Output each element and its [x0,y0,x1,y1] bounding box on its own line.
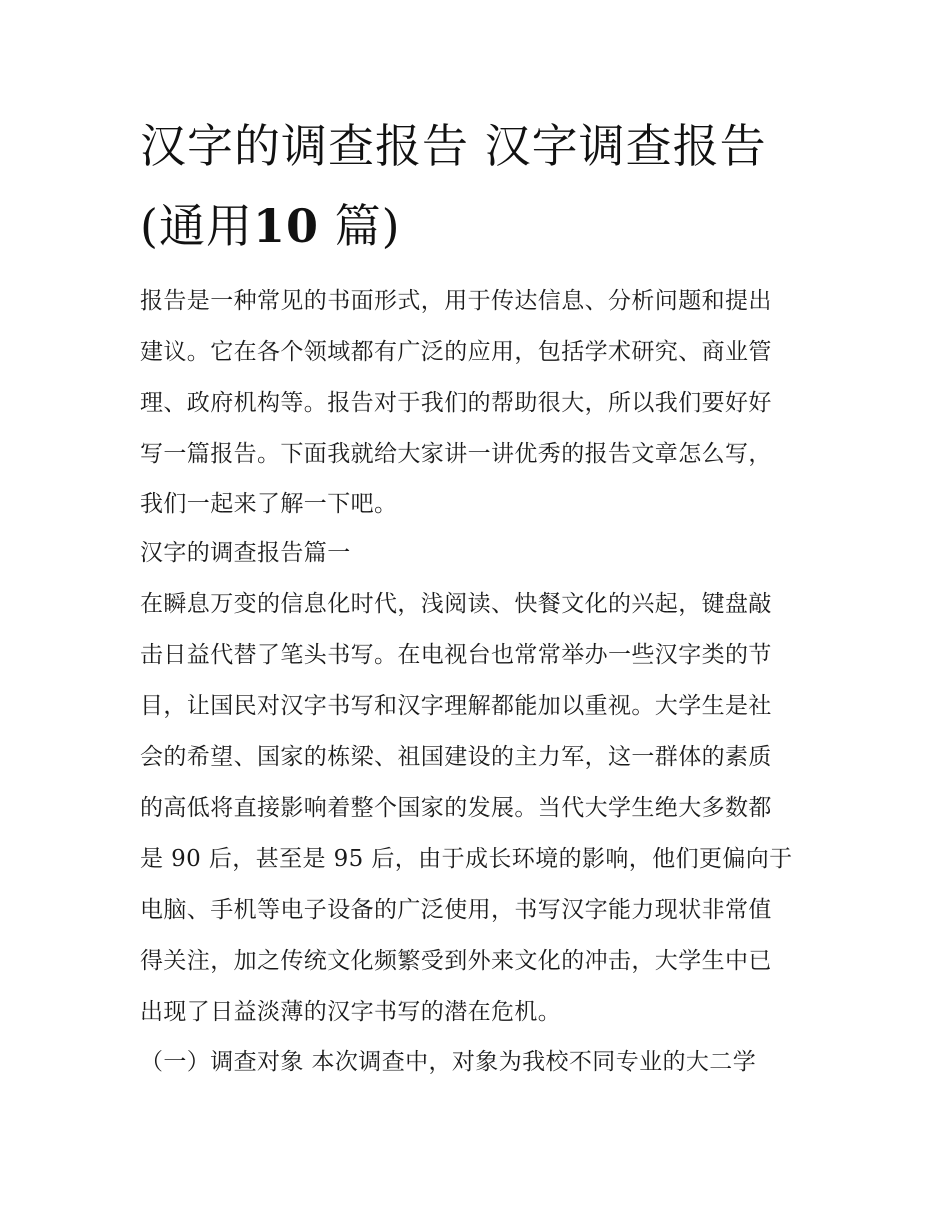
section-heading: 汉字的调查报告篇一 [140,540,351,566]
page-title-line-1 [140,118,767,174]
body-line: 会的希望、国家的栋梁、祖国建设的主力军，这一群体的素质 [140,744,772,770]
body-line: 得关注，加之传统文化频繁受到外来文化的冲击，大学生中已 [140,948,772,974]
intro-line: 我们一起来了解一下吧。 [140,491,398,517]
title-prefix: (通用 [140,199,253,253]
body-line: 电脑、手机等电子设备的广泛使用，书写汉字能力现状非常值 [140,897,772,923]
body-line: 目，让国民对汉字书写和汉字理解都能加以重视。大学生是社 [140,693,772,719]
body-line: 在瞬息万变的信息化时代，浅阅读、快餐文化的兴起，键盘敲 [140,591,772,617]
intro-line: 报告是一种常见的书面形式，用于传达信息、分析问题和提出 [140,288,772,314]
body-line: 是 90 后，甚至是 95 后，由于成长环境的影响，他们更偏向于 [140,846,793,872]
intro-line: 建议。它在各个领域都有广泛的应用，包括学术研究、商业管 [140,339,772,365]
body-line: 击日益代替了笔头书写。在电视台也常常举办一些汉字类的节 [140,642,772,668]
title-suffix: 篇) [318,199,401,253]
intro-line: 理、政府机构等。报告对于我们的帮助很大，所以我们要好好 [140,390,772,416]
body-line: 出现了日益淡薄的汉字书写的潜在危机。 [140,999,562,1025]
intro-line: 写一篇报告。下面我就给大家讲一讲优秀的报告文章怎么写， [140,441,772,467]
title-number: 10 [252,199,319,253]
body-line: （一）调查对象 本次调查中，对象为我校不同专业的大二学 [140,1049,757,1075]
title-text: 汉字的调查报告 汉字调查报告 [140,119,767,173]
body-line: 的高低将直接影响着整个国家的发展。当代大学生绝大多数都 [140,795,772,821]
page-title-line-2 [140,198,401,254]
